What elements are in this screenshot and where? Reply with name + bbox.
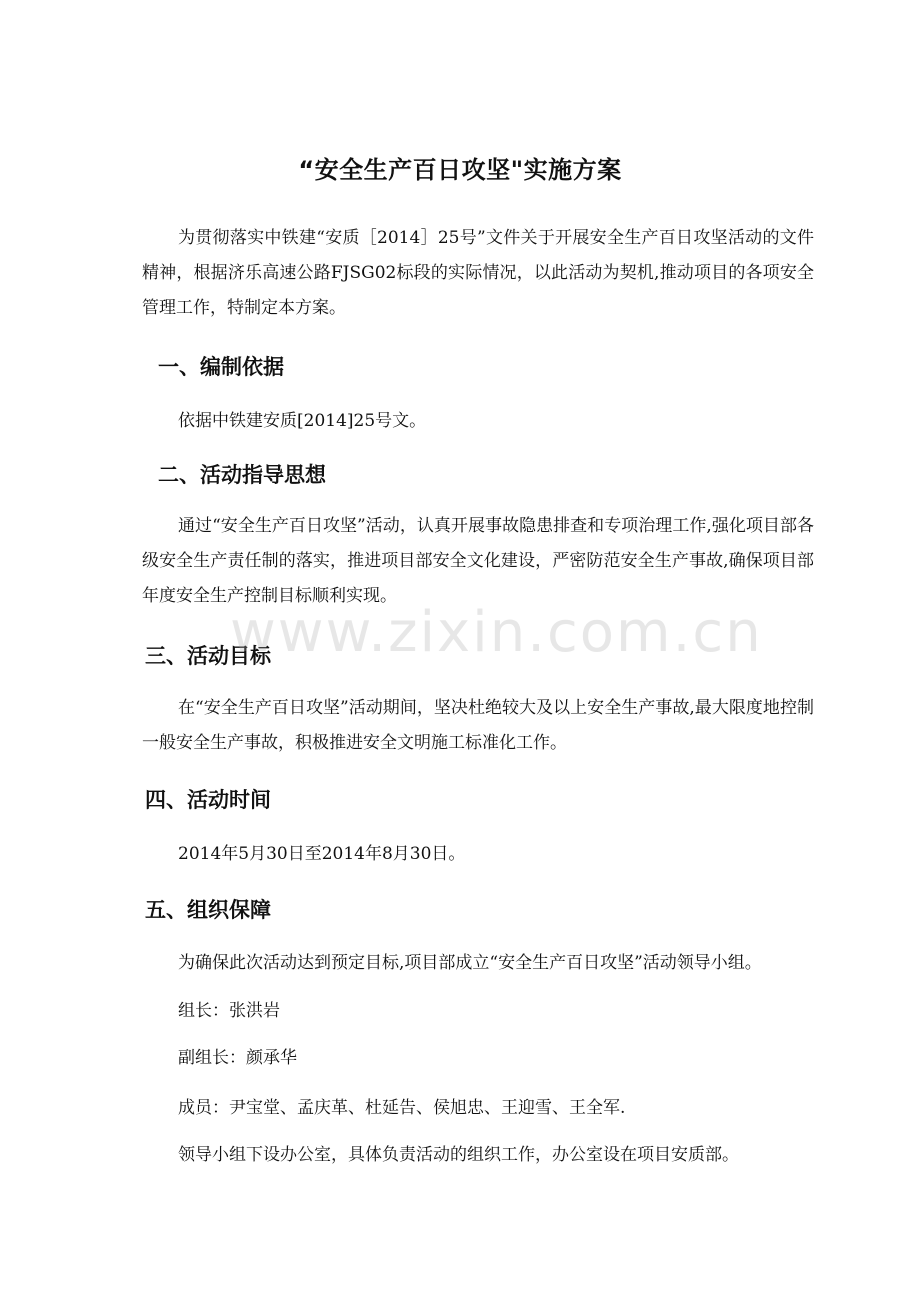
section-heading-basis: 一、编制依据 xyxy=(158,355,284,379)
section-body-goal: 在“安全生产百日攻坚”活动期间，坚决杜绝较大及以上安全生产事故,最大限度地控制一般安全生产事故，积极推进安全文明施工标准化工作。 xyxy=(142,698,814,753)
section-body-basis: 依据中铁建安质[2014]25号文。 xyxy=(178,411,427,431)
section-body-time: 2014年5月30日至2014年8月30日。 xyxy=(178,844,466,864)
section-heading-time: 四、活动时间 xyxy=(145,788,271,812)
organization-line-leader: 组长：张洪岩 xyxy=(178,1001,280,1021)
section-heading-goal: 三、活动目标 xyxy=(145,644,271,668)
section-heading-guiding-idea: 二、活动指导思想 xyxy=(158,463,326,487)
section-body-guiding-idea: 通过“安全生产百日攻坚”活动，认真开展事故隐患排查和专项治理工作,强化项目部各级安全生产责任制的落实，推进项目部安全文化建设，严密防范安全生产事故,确保项目部年度安全生产控制目标顺利实现。 xyxy=(142,516,814,606)
intro-paragraph: 为贯彻落实中铁建“安质［2014］25号”文件关于开展安全生产百日攻坚活动的文件精神，根据济乐高速公路FJSG02标段的实际情况，以此活动为契机,推动项目的各项安全管理工作，特制定本方案。 xyxy=(142,228,814,318)
document-title: “安全生产百日攻坚"实施方案 xyxy=(298,156,622,184)
section-heading-organization: 五、组织保障 xyxy=(145,898,271,922)
watermark-text: www.zixin.com.cn xyxy=(230,600,763,665)
organization-line-intro: 为确保此次活动达到预定目标,项目部成立“安全生产百日攻坚”活动领导小组。 xyxy=(178,953,762,973)
organization-line-deputy: 副组长：颜承华 xyxy=(178,1048,297,1068)
organization-line-members: 成员：尹宝堂、孟庆革、杜延告、侯旭忠、王迎雪、王全军. xyxy=(178,1098,626,1118)
organization-line-office: 领导小组下设办公室，具体负责活动的组织工作，办公室设在项目安质部。 xyxy=(178,1145,739,1165)
